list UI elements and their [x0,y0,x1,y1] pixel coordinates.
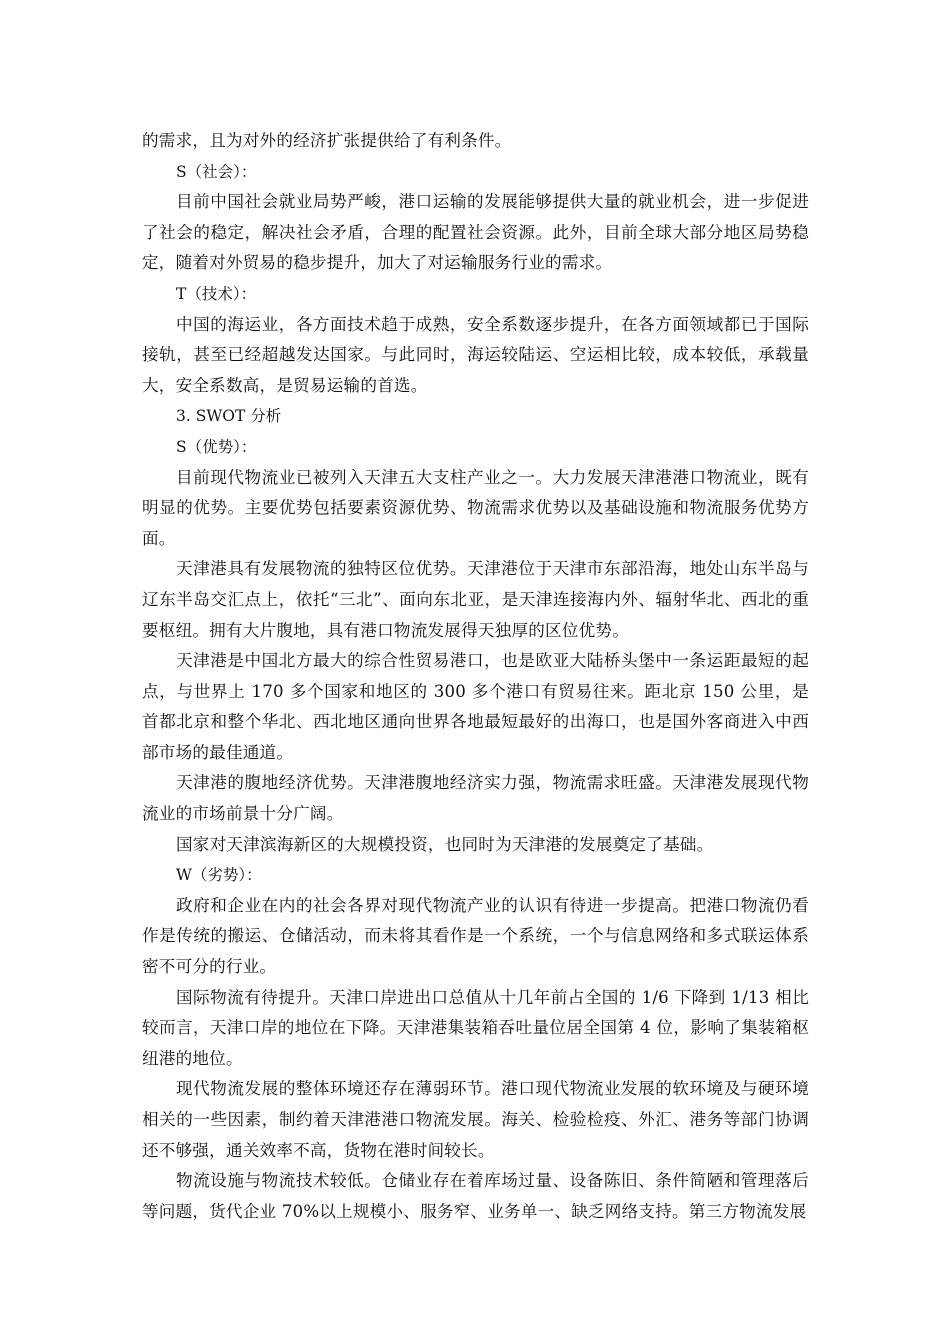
paragraph-continuation: 的需求，且为对外的经济扩张提供给了有利条件。 [142,131,512,150]
heading-strengths: S（优势）： [176,437,257,456]
heading-social: S（社会）： [176,162,257,181]
paragraph-strengths-intro: 目前现代物流业已被列入天津五大支柱产业之一。大力发展天津港港口物流业，既有明显的优势。主要优势包括要素资源优势、物流需求优势以及基础设施和物流服务优势方面。 [142,467,809,548]
heading-technology: T（技术）： [176,284,257,303]
document-body [142,126,809,1227]
paragraph-awareness: 政府和企业在内的社会各界对现代物流产业的认识有待进一步提高。把港口物流仍看作是传统的搬运、仓储活动，而未将其看作是一个系统，一个与信息网络和多式联运体系密不可分的行业。 [142,895,809,977]
paragraph-hinterland-economy: 天津港的腹地经济优势。天津港腹地经济实力强，物流需求旺盛。天津港发展现代物流业的市场前景十分广阔。 [142,773,809,824]
paragraph-technology: 中国的海运业，各方面技术趋于成熟，安全系数逐步提升，在各方面领域都已于国际接轨，甚至已经超越发达国家。与此同时，海运较陆运、空运相比较，成本较低，承载量大，安全系数高，是贸易运输的首选。 [142,314,809,395]
paragraph-trade-port: 天津港是中国北方最大的综合性贸易港口，也是欧亚大陆桥头堡中一条运距最短的起点，与世界上 170 多个国家和地区的 300 多个港口有贸易往来。距北京 150 公里，是首都北京和整个华北、西北地区通向世界各地最短最好的出海口，也是国外客商进入中西部市场的最佳通道。 [142,651,809,762]
paragraph-social: 目前中国社会就业局势严峻，港口运输的发展能够提供大量的就业机会，进一步促进了社会的稳定，解决社会矛盾，合理的配置社会资源。此外，目前全球大部分地区局势稳定，随着对外贸易的稳步提升，加大了对运输服务行业的需求。 [142,192,809,273]
heading-weaknesses: W（劣势）： [176,866,262,885]
paragraph-national-investment: 国家对天津滨海新区的大规模投资，也同时为天津港的发展奠定了基础。 [176,834,714,854]
paragraph-location-advantage: 天津港具有发展物流的独特区位优势。天津港位于天津市东部沿海，地处山东半岛与辽东半岛交汇点上，依托“三北”、面向东北亚，是天津连接海内外、辐射华北、西北的重要枢纽。拥有大片腹地，具有港口物流发展得天独厚的区位优势。 [142,559,809,640]
heading-swot-analysis: 3. SWOT 分析 [176,407,282,426]
paragraph-international-logistics: 国际物流有待提升。天津口岸进出口总值从十几年前占全国的 1/6 下降到 1/13 相比较而言，天津口岸的地位在下降。天津港集装箱吞吐量位居全国第 4 位，影响了集装箱枢纽港的地位。 [142,987,809,1068]
paragraph-environment: 现代物流发展的整体环境还存在薄弱环节。港口现代物流业发展的软环境及与硬环境相关的一些因素，制约着天津港港口物流发展。海关、检验检疫、外汇、港务等部门协调还不够强，通关效率不高，货物在港时间较长。 [142,1079,809,1160]
paragraph-facilities: 物流设施与物流技术较低。仓储业存在着库场过量、设备陈旧、条件简陋和管理落后等问题，货代企业 70%以上规模小、服务窄、业务单一、缺乏网络支持。第三方物流发展 [142,1171,809,1221]
